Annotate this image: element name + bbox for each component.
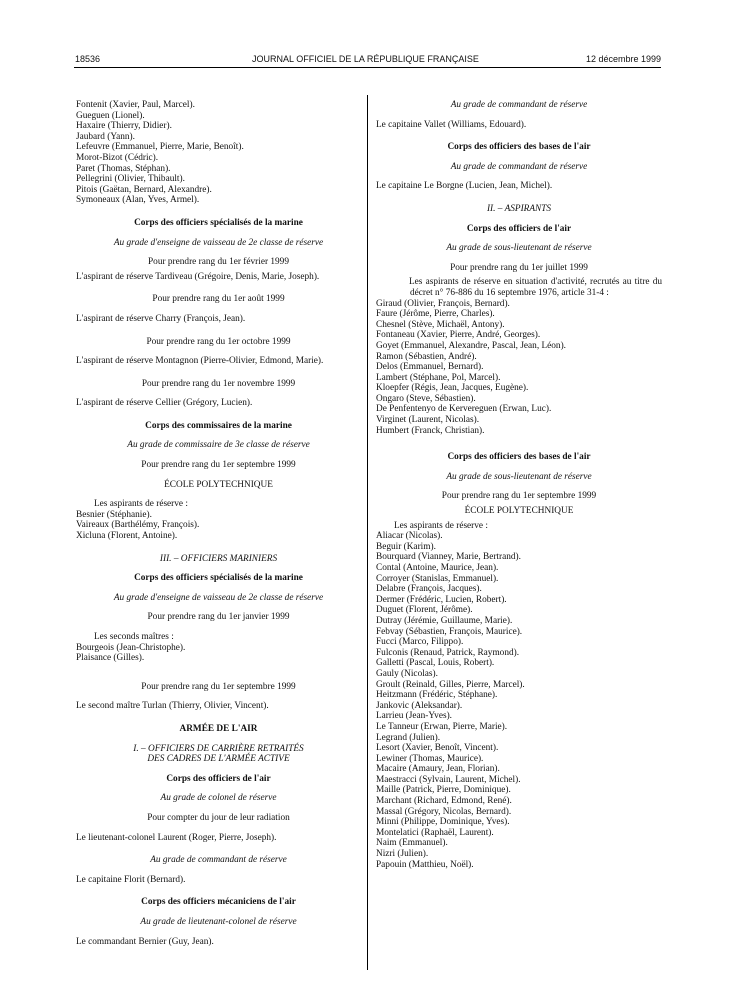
journal-title: JOURNAL OFFICIEL DE LA RÉPUBLIQUE FRANÇAISE	[252, 54, 479, 64]
name-list	[76, 643, 361, 664]
list-item: Marchant (Richard, Edmond, René).	[376, 796, 512, 807]
rank-date: Pour prendre rang du 1er septembre 1999	[141, 681, 296, 692]
list-item: Fontenit (Xavier, Paul, Marcel).	[76, 100, 195, 110]
section-heading: Corps des officiers spécialisés de la marine	[134, 217, 303, 228]
appointment: Le capitaine Vallet (Williams, Edouard).	[376, 119, 527, 130]
grade-heading: Au grade de sous-lieutenant de réserve	[446, 243, 592, 254]
list-item: Jankovic (Aleksandar).	[376, 700, 463, 711]
list-item: Dutray (Jérémie, Guillaume, Marie).	[376, 615, 513, 626]
list-item: Ongaro (Steve, Sébastien).	[376, 393, 476, 404]
list-intro: Les seconds maîtres :	[94, 632, 174, 642]
grade-heading: Au grade de commandant de réserve	[450, 100, 588, 110]
part-heading: III. – OFFICIERS MARINIERS	[159, 553, 278, 564]
section-heading: Corps des officiers des bases de l'air	[447, 452, 591, 463]
grade-heading: Au grade de colonel de réserve	[160, 793, 277, 804]
list-item: Papouin (Matthieu, Noël).	[376, 859, 474, 870]
appointment: Le commandant Bernier (Guy, Jean).	[76, 936, 214, 947]
list-item: Bourquard (Vianney, Marie, Bertrand).	[376, 552, 521, 563]
left-column	[76, 100, 361, 947]
list-item: Montelatici (Raphaël, Laurent).	[376, 827, 494, 838]
grade-heading: Au grade de commandant de réserve	[150, 855, 287, 866]
list-item: Beguir (Karim).	[376, 541, 436, 552]
name-list	[76, 510, 361, 542]
page-number: 18536	[75, 54, 101, 64]
list-item: Corroyer (Stanislas, Emmanuel).	[376, 573, 499, 584]
appointment: L'aspirant de réserve Montagnon (Pierre-Olivier, Edmond, Marie).	[76, 356, 324, 367]
list-item: Ramon (Sébastien, André).	[376, 351, 477, 362]
list-item: Fulconis (Renaud, Patrick, Raymond).	[376, 647, 520, 658]
rank-date: Pour prendre rang du 1er octobre 1999	[146, 336, 291, 347]
list-item: Chesnel (Stève, Michaël, Antony).	[376, 319, 505, 330]
grade-heading: Au grade d'enseigne de vaisseau de 2e classe de réserve	[113, 592, 324, 603]
page-header	[0, 54, 731, 68]
rank-date: Pour prendre rang du 1er février 1999	[148, 257, 289, 268]
list-item: Jaubard (Yann).	[76, 131, 135, 142]
list-item: Fontaneau (Xavier, Pierre, André, Georges).	[376, 330, 541, 341]
part-heading: II. – ASPIRANTS	[486, 203, 552, 214]
rank-date: Pour prendre rang du 1er janvier 1999	[147, 612, 290, 623]
list-intro: Les aspirants de réserve :	[394, 520, 488, 531]
grade-heading: Au grade de sous-lieutenant de réserve	[446, 471, 592, 482]
list-item: Contal (Antoine, Maurice, Jean).	[376, 563, 499, 573]
list-item: Plaisance (Gilles).	[76, 653, 145, 664]
list-item: Xicluna (Florent, Antoine).	[76, 531, 178, 542]
part-heading-continued: DES CADRES DE L'ARMÉE ACTIVE	[147, 754, 290, 765]
appointment: L'aspirant de réserve Tardiveau (Grégoire, Denis, Marie, Joseph).	[76, 271, 320, 282]
rank-date: Pour prendre rang du 1er août 1999	[152, 294, 285, 305]
list-item: Massal (Grégory, Nicolas, Bernard).	[376, 806, 512, 817]
list-item: Paret (Thomas, Stéphan).	[76, 163, 171, 174]
section-heading: Corps des commissaires de la marine	[145, 420, 292, 431]
rank-date: Pour prendre rang du 1er septembre 1999	[441, 491, 597, 502]
name-list	[76, 100, 361, 206]
list-item: Vaireaux (Barthélémy, François).	[76, 520, 200, 531]
list-item: Larrieu (Jean-Yves).	[376, 711, 452, 722]
part-heading: I. – OFFICIERS DE CARRIÈRE RETRAITÉS	[133, 743, 304, 754]
list-item: Legrand (Julien).	[376, 732, 441, 743]
right-column	[376, 100, 662, 870]
name-list	[376, 299, 662, 437]
section-heading: Corps des officiers de l'air	[466, 223, 572, 234]
list-item: Pitois (Gaëtan, Bernard, Alexandre).	[76, 184, 212, 195]
grade-heading: Au grade de commandant de réserve	[450, 161, 588, 172]
grade-heading: Au grade de commissaire de 3e classe de réserve	[127, 440, 310, 451]
section-heading: Corps des officiers mécaniciens de l'air	[141, 897, 296, 908]
list-item: Virginet (Laurent, Nicolas).	[376, 415, 480, 426]
section-heading: Corps des officiers des bases de l'air	[447, 142, 591, 153]
name-list	[376, 531, 662, 870]
effective-date: Pour compter du jour de leur radiation	[147, 812, 290, 823]
list-item: Galletti (Pascal, Louis, Robert).	[376, 658, 495, 669]
list-item: Lesort (Xavier, Benoît, Vincent).	[376, 743, 499, 754]
school-heading: ÉCOLE POLYTECHNIQUE	[164, 479, 273, 490]
appointment: Le second maître Turlan (Thierry, Olivier, Vincent).	[76, 701, 269, 712]
list-item: Maestracci (Sylvain, Laurent, Michel).	[376, 774, 521, 785]
list-item: Faure (Jérôme, Pierre, Charles).	[376, 309, 495, 320]
list-item: Besnier (Stéphanie).	[76, 509, 152, 520]
rank-date: Pour prendre rang du 1er novembre 1999	[141, 378, 296, 389]
appointment: Le capitaine Le Borgne (Lucien, Jean, Michel).	[376, 181, 553, 192]
service-heading: ARMÉE DE L'AIR	[179, 723, 258, 734]
list-item: Febvay (Sébastien, François, Maurice).	[376, 626, 523, 637]
appointment: Le capitaine Florit (Bernard).	[76, 874, 186, 885]
rank-date: Pour prendre rang du 1er juillet 1999	[450, 262, 588, 273]
column-divider	[367, 95, 368, 970]
list-item: Haxaire (Thierry, Didier).	[76, 121, 172, 132]
list-item: Bourgeois (Jean-Christophe).	[76, 642, 186, 653]
list-item: Naim (Emmanuel).	[376, 838, 448, 849]
list-item: Kloepfer (Régis, Jean, Jacques, Eugène).	[376, 383, 529, 394]
list-item: De Penfentenyo de Kervereguen (Erwan, Luc).	[376, 404, 552, 415]
list-item: Minni (Philippe, Dominique, Yves).	[376, 817, 510, 828]
list-item: Pellegrini (Olivier, Thibault).	[76, 174, 185, 185]
decree-intro: Les aspirants de réserve en situation d'activité, recrutés au titre du décret n° 76-886 du 16 septembre 1976, article 31-4 :	[409, 277, 662, 298]
list-item: Nizri (Julien).	[376, 849, 429, 860]
list-item: Heitzmann (Frédéric, Stéphane).	[376, 690, 498, 701]
list-item: Lambert (Stéphane, Pol, Marcel).	[376, 372, 501, 383]
list-item: Macaire (Amaury, Jean, Florian).	[376, 764, 500, 775]
school-heading: ÉCOLE POLYTECHNIQUE	[464, 506, 574, 517]
grade-heading: Au grade de lieutenant-colonel de réserve	[140, 916, 297, 927]
list-item: Duguet (Florent, Jérôme).	[376, 605, 473, 616]
publication-date: 12 décembre 1999	[585, 54, 661, 64]
list-item: Gueguen (Lionel).	[76, 110, 145, 121]
list-item: Delabre (François, Jacques).	[376, 584, 482, 595]
list-item: Dermer (Frédéric, Lucien, Robert).	[376, 594, 507, 605]
list-item: Goyet (Emmanuel, Alexandre, Pascal, Jean, Léon).	[376, 340, 567, 351]
section-heading: Corps des officiers spécialisés de la marine	[134, 573, 303, 584]
appointment: L'aspirant de réserve Charry (François, Jean).	[76, 313, 246, 324]
list-item: Morot-Bizot (Cédric).	[76, 152, 159, 163]
list-item: Lewiner (Thomas, Maurice).	[376, 753, 484, 764]
list-item: Humbert (Franck, Christian).	[376, 425, 485, 436]
list-item: Symoneaux (Alan, Yves, Armel).	[76, 195, 200, 206]
list-item: Delos (Emmanuel, Bernard).	[376, 362, 484, 373]
list-item: Lefeuvre (Emmanuel, Pierre, Marie, Benoît).	[76, 142, 244, 153]
grade-heading: Au grade d'enseigne de vaisseau de 2e classe de réserve	[113, 237, 324, 248]
list-item: Fucci (Marco, Filippo).	[376, 637, 464, 648]
list-item: Giraud (Olivier, François, Bernard).	[376, 298, 510, 309]
section-heading: Corps des officiers de l'air	[166, 773, 271, 784]
list-item: Groult (Reinald, Gilles, Pierre, Marcel).	[376, 679, 525, 690]
rank-date: Pour prendre rang du 1er septembre 1999	[141, 460, 296, 471]
list-item: Aliacar (Nicolas).	[376, 531, 443, 542]
list-item: Le Tanneur (Erwan, Pierre, Marie).	[376, 721, 508, 732]
header-rule	[74, 67, 661, 68]
appointment: L'aspirant de réserve Cellier (Grégory, Lucien).	[76, 398, 253, 409]
list-item: Gauly (Nicolas).	[376, 668, 438, 679]
list-item: Maille (Patrick, Pierre, Dominique).	[376, 785, 511, 796]
list-intro: Les aspirants de réserve :	[94, 499, 188, 510]
appointment: Le lieutenant-colonel Laurent (Roger, Pierre, Joseph).	[76, 832, 277, 843]
